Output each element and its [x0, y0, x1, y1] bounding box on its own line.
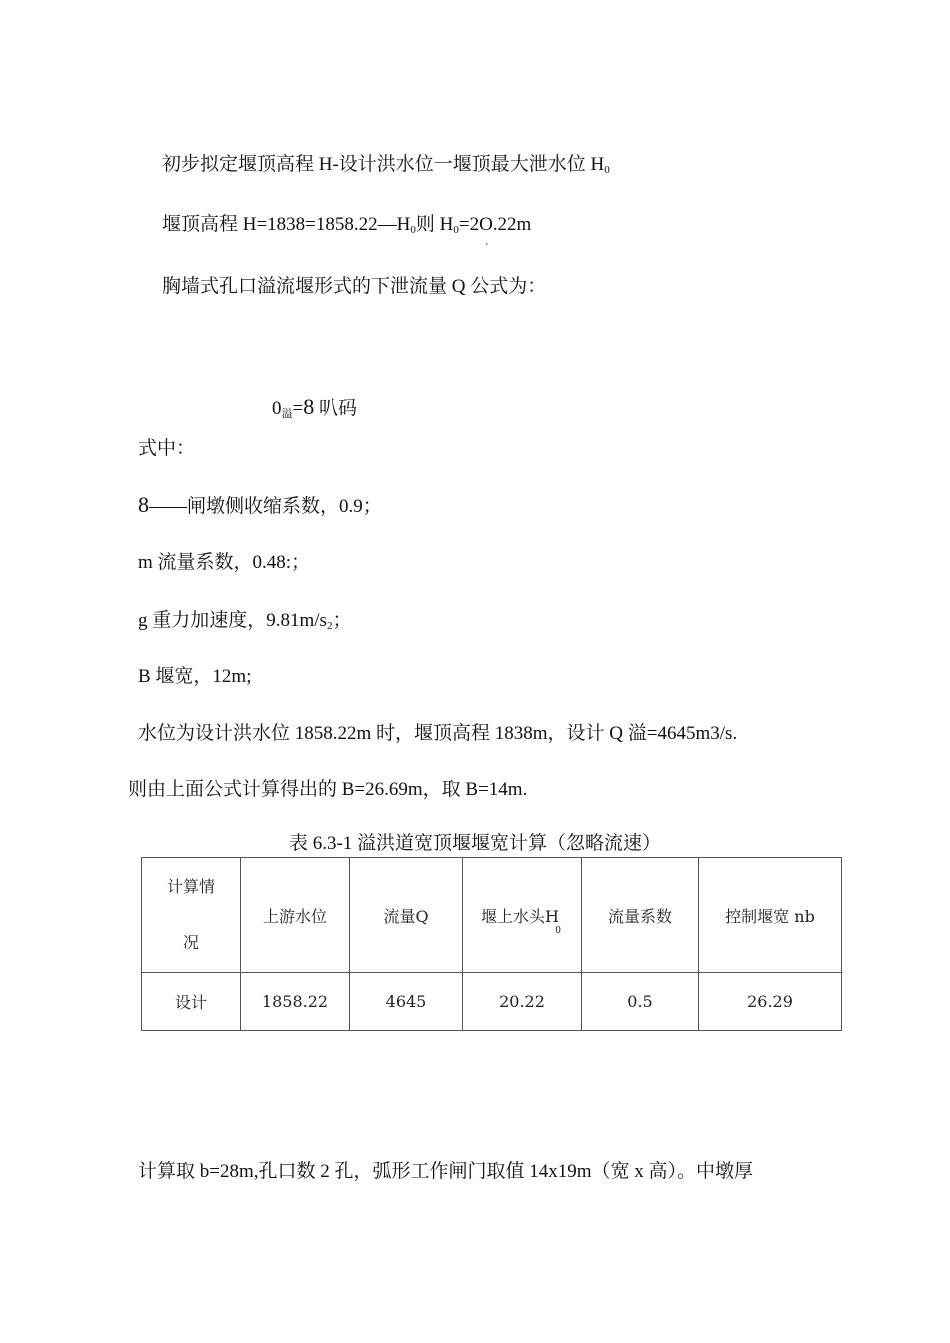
- paragraph-formula-intro: [162, 275, 546, 299]
- cell-case: 设计: [142, 973, 241, 1031]
- paragraph-result: [128, 778, 527, 802]
- paragraph-text: 则由上面公式计算得出的 B=26.69m，取 B=14m.: [128, 779, 528, 800]
- paragraph-gate-selection: [138, 1160, 753, 1184]
- weir-width-table: [141, 857, 842, 1031]
- cell-head: 20.22: [463, 973, 582, 1031]
- formula-equals: =: [292, 398, 304, 419]
- stray-tick-mark: ': [486, 242, 488, 253]
- paragraph-text: ——闸墩侧收缩系数，0.9；: [149, 496, 382, 517]
- paragraph-text: B 堰宽，12m;: [138, 666, 252, 687]
- formula-line: [272, 395, 357, 421]
- table-caption: 表 6.3-1 溢洪道宽顶堰堰宽计算（忽略流速）: [288, 833, 662, 854]
- paragraph-pier-contraction: [138, 493, 382, 519]
- subscript: 0: [604, 164, 610, 176]
- paragraph-text: 则 H: [415, 214, 454, 235]
- paragraph-text: ；: [332, 610, 352, 631]
- paragraph-text: 水位为设计洪水位 1858.22m 时，堰顶高程 1838m，设计 Q 溢=4645m3/s.: [138, 723, 738, 744]
- cell-upstream-level: 1858.22: [241, 973, 350, 1031]
- subscript: 2: [326, 620, 333, 632]
- formula-text: 叭码: [314, 398, 357, 419]
- cell-control-width: 26.29: [699, 973, 842, 1031]
- header-flow-coefficient: 流量系数: [582, 858, 699, 973]
- paragraph-flow-coefficient: [138, 551, 310, 575]
- table-header-row: [142, 858, 842, 973]
- subscript: 0: [453, 224, 459, 236]
- formula-symbol: 0: [272, 398, 282, 419]
- subscript: 溢: [281, 408, 293, 420]
- paragraph-text: g 重力加速度，9.81m/s: [138, 610, 327, 631]
- paragraph-text: 堰顶高程 H=1838=1858.22—H: [162, 214, 411, 235]
- header-flow: 流量Q: [350, 858, 463, 973]
- header-case-line1: 计算情: [166, 877, 215, 896]
- paragraph-text: 胸墙式孔口溢流堰形式的下泄流量 Q 公式为：: [162, 276, 547, 297]
- header-case-line2: 况: [182, 933, 199, 952]
- subscript: 0: [410, 224, 416, 236]
- cell-flow-coefficient: 0.5: [582, 973, 699, 1031]
- paragraph-text: 计算取 b=28m,孔口数 2 孔，弧形工作闸门取值 14x19m（宽 x 高）。中墩厚: [138, 1161, 754, 1182]
- formula-symbol: 8: [138, 492, 149, 517]
- paragraph-text: 式中：: [138, 438, 196, 459]
- table-row: [142, 973, 842, 1031]
- paragraph-text: 初步拟定堰顶高程 H-设计洪水位一堰顶最大泄水位 H: [162, 154, 605, 175]
- subscript: 0: [555, 925, 561, 936]
- paragraph-weir-width: [138, 665, 251, 689]
- header-head-wrap: [481, 904, 563, 936]
- header-head-label: 堰上水头H: [481, 906, 559, 926]
- paragraph-crest-calculation: [162, 213, 531, 237]
- paragraph-text: =2O.22m: [458, 214, 532, 235]
- paragraph-design-level: [138, 722, 737, 746]
- paragraph-weir-crest-elevation: [162, 153, 610, 177]
- header-control-width: 控制堰宽 nb: [699, 858, 842, 973]
- header-head: [463, 858, 582, 973]
- cell-flow: 4645: [350, 973, 463, 1031]
- paragraph-text: m 流量系数，0.48:；: [138, 552, 311, 573]
- header-upstream-level: 上游水位: [241, 858, 350, 973]
- formula-symbol: 8: [303, 394, 315, 419]
- paragraph-where: [138, 437, 195, 461]
- header-case: [142, 858, 241, 973]
- paragraph-gravity: [138, 609, 351, 633]
